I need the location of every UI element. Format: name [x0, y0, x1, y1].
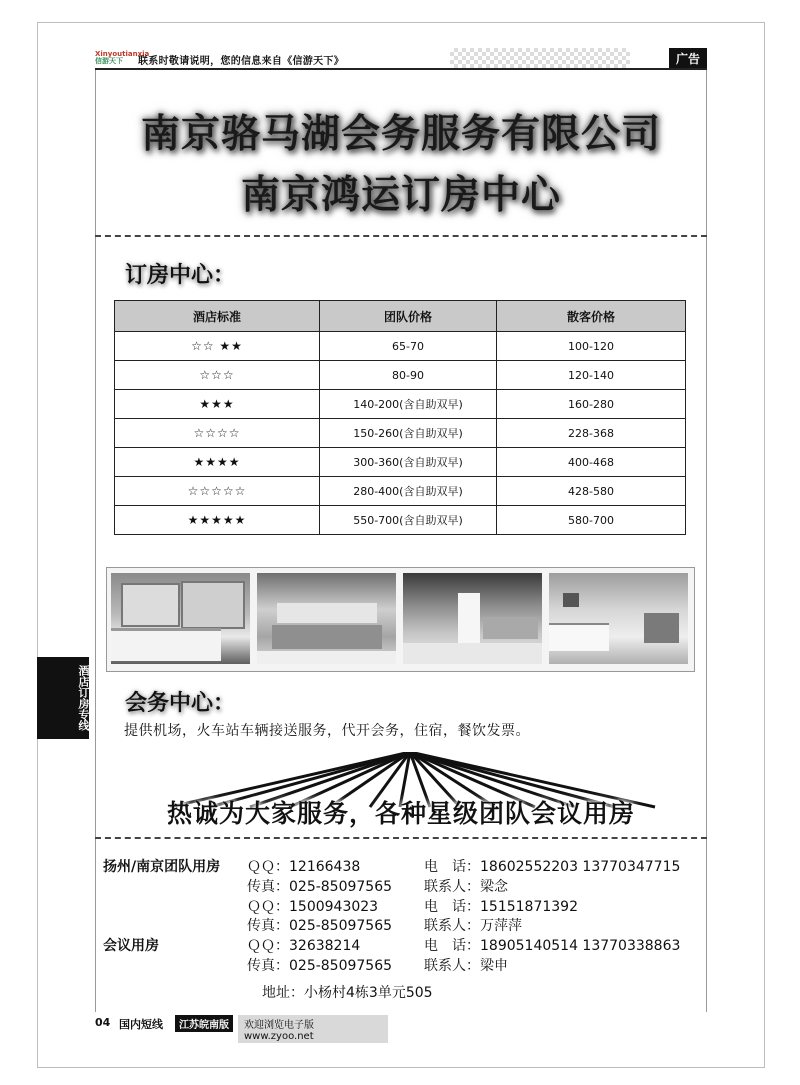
column-header: 酒店标准	[115, 301, 320, 332]
phone-number: 电 话：18602552203 13770347715	[424, 859, 681, 875]
hotel-standard-cell: ★★★★★	[115, 506, 320, 535]
fax-number: 传真：025-85097565	[247, 918, 393, 934]
price-table	[114, 300, 686, 535]
hotel-standard-cell: ☆☆☆☆☆	[115, 477, 320, 506]
header-rule	[95, 68, 707, 70]
edition-badge: 江苏皖南版	[175, 1015, 233, 1032]
hotel-bedroom-photo	[549, 573, 688, 664]
table-row	[115, 506, 686, 535]
group-price-cell: 280-400(含自助双早)	[320, 477, 497, 506]
hotel-standard-cell: ★★★★	[115, 448, 320, 477]
group-price-cell: 140-200(含自助双早)	[320, 390, 497, 419]
source-notice: 联系时敬请说明，您的信息来自《信游天下》	[138, 56, 344, 67]
table-row	[115, 332, 686, 361]
individual-price-cell: 100-120	[497, 332, 686, 361]
side-tab: 酒店订房专线	[37, 657, 89, 739]
hotel-photo-strip	[106, 567, 695, 672]
page-number: 04	[95, 1016, 111, 1029]
dashed-divider	[95, 235, 707, 237]
hotel-room-photo	[111, 573, 250, 664]
qq-number: ＱＱ：32638214	[247, 938, 361, 954]
table-row	[115, 361, 686, 390]
fax-number: 传真：025-85097565	[247, 958, 393, 974]
meeting-description: 提供机场，火车站车辆接送服务，代开会务，住宿，餐饮发票。	[124, 723, 530, 739]
group-price-cell: 150-260(含自助双早)	[320, 419, 497, 448]
dashed-divider	[95, 837, 707, 839]
meeting-room-label: 会议用房	[103, 938, 159, 954]
phone-number: 电 话：18905140514 13770338863	[424, 938, 681, 954]
phone-number: 电 话：15151871392	[424, 899, 578, 915]
hotel-standard-cell: ☆☆ ★★	[115, 332, 320, 361]
hotel-reception-photo	[403, 573, 542, 664]
group-price-cell: 65-70	[320, 332, 497, 361]
center-title: 南京鸿运订房中心	[240, 173, 561, 218]
meeting-heading: 会务中心：	[125, 691, 236, 716]
fax-number: 传真：025-85097565	[247, 879, 393, 895]
ad-tag: 广告	[669, 48, 707, 70]
section-name: 国内短线	[119, 1018, 163, 1031]
qq-number: ＱＱ：12166438	[247, 859, 361, 875]
page-footer	[95, 1014, 707, 1042]
table-row	[115, 419, 686, 448]
top-header-strip	[95, 48, 707, 70]
individual-price-cell: 228-368	[497, 419, 686, 448]
contact-person: 联系人：万萍萍	[424, 918, 522, 934]
table-row	[115, 390, 686, 419]
column-header: 团队价格	[320, 301, 497, 332]
qq-number: ＱＱ：1500943023	[247, 899, 379, 915]
individual-price-cell: 428-580	[497, 477, 686, 506]
brand-logo: Xinyoutianxia 信游天下	[95, 50, 150, 65]
contact-person: 联系人：梁申	[424, 958, 508, 974]
hotel-standard-cell: ★★★	[115, 390, 320, 419]
column-header: 散客价格	[497, 301, 686, 332]
company-title: 南京骆马湖会务服务有限公司	[140, 112, 661, 157]
slogan: 热诚为大家服务，各种星级团队会议用房	[166, 799, 635, 828]
contact-person: 联系人：梁念	[424, 879, 508, 895]
group-price-cell: 80-90	[320, 361, 497, 390]
group-booking-label: 扬州/南京团队用房	[103, 859, 221, 875]
website-link[interactable]: 欢迎浏览电子版 www.zyoo.net	[238, 1015, 388, 1043]
hotel-standard-cell: ☆☆☆	[115, 361, 320, 390]
individual-price-cell: 120-140	[497, 361, 686, 390]
booking-heading: 订房中心：	[125, 263, 236, 288]
hotel-standard-cell: ☆☆☆☆	[115, 419, 320, 448]
table-row	[115, 477, 686, 506]
table-row	[115, 448, 686, 477]
individual-price-cell: 580-700	[497, 506, 686, 535]
group-price-cell: 300-360(含自助双早)	[320, 448, 497, 477]
individual-price-cell: 160-280	[497, 390, 686, 419]
table-header-row	[115, 301, 686, 332]
hotel-lobby-photo	[257, 573, 396, 664]
individual-price-cell: 400-468	[497, 448, 686, 477]
checker-pattern	[450, 48, 630, 68]
address: 地址：小杨村4栋3单元505	[262, 985, 433, 1001]
group-price-cell: 550-700(含自助双早)	[320, 506, 497, 535]
